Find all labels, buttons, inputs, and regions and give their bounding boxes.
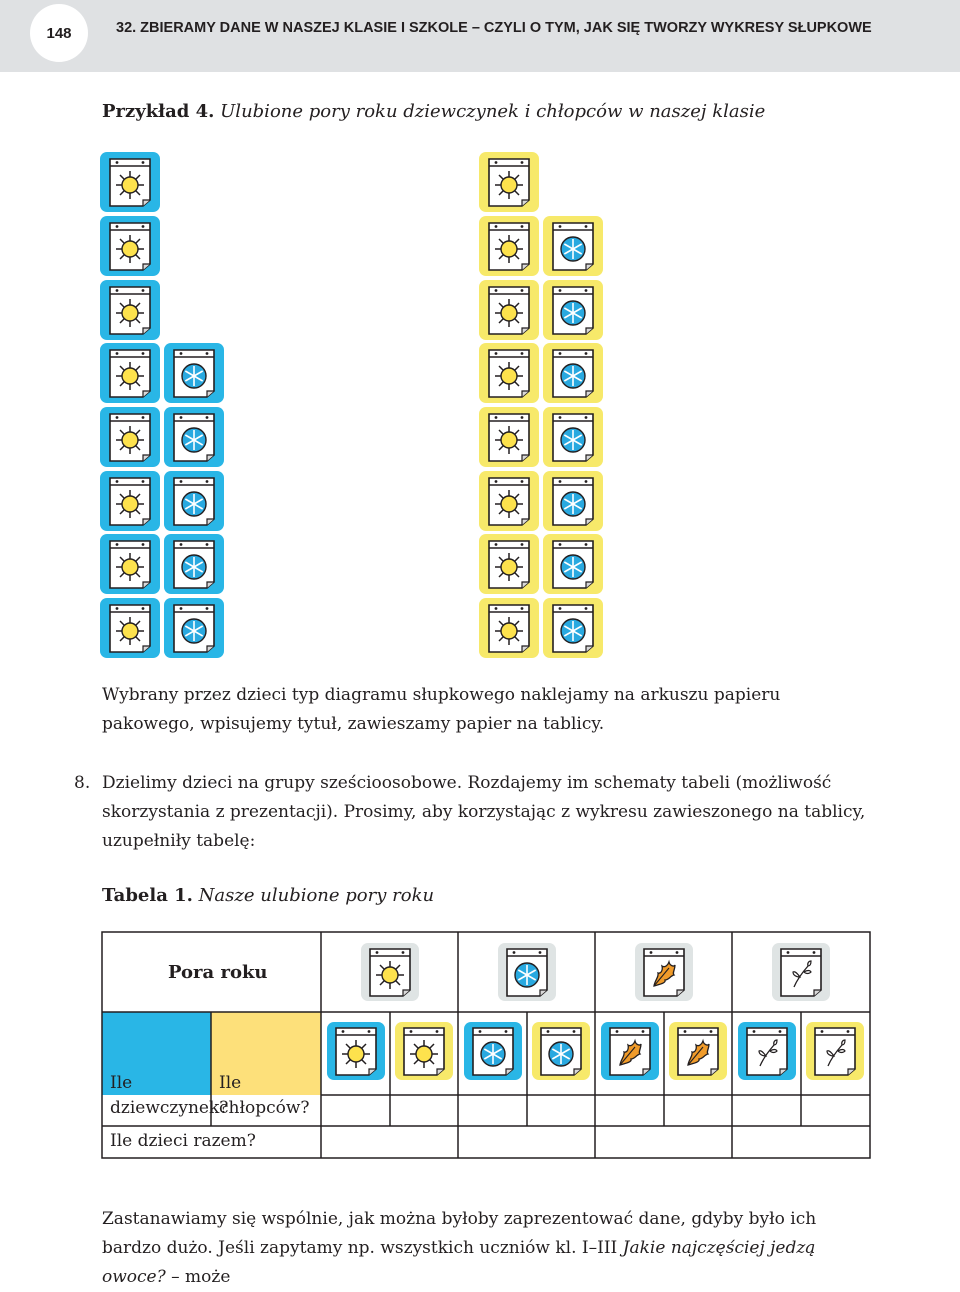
- summer-tile: [479, 534, 539, 594]
- item-number-8: 8.: [74, 773, 91, 793]
- snowflake-icon: [550, 538, 596, 590]
- snowflake-icon: [550, 284, 596, 336]
- winter-tile: [543, 407, 603, 467]
- winter-tile: [543, 280, 603, 340]
- summer-tile: [100, 280, 160, 340]
- snowflake-icon: [171, 347, 217, 399]
- winter-tile: [543, 216, 603, 276]
- closing-paragraph: [102, 1205, 872, 1292]
- winter-tile: [164, 343, 224, 403]
- summer-tile: [479, 343, 539, 403]
- table-header-season: Pora roku: [168, 962, 268, 983]
- table-heading: [102, 885, 434, 906]
- summer-tile: [479, 407, 539, 467]
- snowflake-icon: [550, 475, 596, 527]
- winter-tile: [543, 471, 603, 531]
- snowflake-icon: [550, 220, 596, 272]
- winter-tile: [543, 343, 603, 403]
- table-title: Nasze ulubione pory roku: [198, 885, 435, 906]
- boys-season-tile: [395, 1022, 453, 1080]
- sun-icon: [107, 538, 153, 590]
- summer-tile: [100, 471, 160, 531]
- boys-label: Ile chłopców?: [219, 1073, 310, 1118]
- summer-tile: [479, 471, 539, 531]
- closing-text-c: – może: [165, 1267, 231, 1287]
- sun-icon: [486, 347, 532, 399]
- sun-icon: [333, 1025, 379, 1077]
- page-number: 148: [30, 4, 88, 62]
- girls-season-tile: [327, 1022, 385, 1080]
- winter-tile: [543, 534, 603, 594]
- sun-icon: [486, 475, 532, 527]
- season-header-tile: [361, 943, 419, 1001]
- season-header-tile: [772, 943, 830, 1001]
- winter-tile: [164, 534, 224, 594]
- page-header: [0, 0, 960, 72]
- snowflake-icon: [550, 347, 596, 399]
- example-title: Ulubione pory roku dziewczynek i chłopców w naszej klasie: [220, 101, 766, 122]
- winter-tile: [164, 407, 224, 467]
- oak-leaf-icon: [675, 1025, 721, 1077]
- sun-icon: [107, 347, 153, 399]
- example-label: Przykład 4.: [102, 101, 215, 122]
- summer-tile: [100, 534, 160, 594]
- sun-icon: [486, 156, 532, 208]
- boys-season-tile: [532, 1022, 590, 1080]
- sprout-icon: [812, 1025, 858, 1077]
- girls-season-tile: [601, 1022, 659, 1080]
- item-8-text: Dzielimy dzieci na grupy sześcioosobowe. Rozdajemy im schematy tabeli (możliwość skorzystania z prezentacji). Prosimy, aby korzystając z wykresu zawieszonego na tablicy, uzupełniły tabelę:: [102, 773, 866, 851]
- summer-tile: [100, 343, 160, 403]
- snowflake-icon: [171, 475, 217, 527]
- sun-icon: [486, 284, 532, 336]
- summer-tile: [100, 598, 160, 658]
- sun-icon: [486, 220, 532, 272]
- sun-icon: [401, 1025, 447, 1077]
- sun-icon: [107, 475, 153, 527]
- sun-icon: [367, 946, 413, 998]
- sprout-icon: [744, 1025, 790, 1077]
- winter-tile: [164, 598, 224, 658]
- snowflake-icon: [550, 602, 596, 654]
- summer-tile: [100, 407, 160, 467]
- snowflake-icon: [550, 411, 596, 463]
- closing-text-a: Zastanawiamy się wspólnie, jak można byłoby zaprezentować dane, gdyby było ich bardzo dużo. Jeśli zapytamy np. wszystkich uczniów kl. I–III: [102, 1209, 817, 1258]
- snowflake-icon: [171, 602, 217, 654]
- season-header-tile: [498, 943, 556, 1001]
- snowflake-icon: [171, 538, 217, 590]
- season-header-tile: [635, 943, 693, 1001]
- summer-tile: [479, 280, 539, 340]
- summer-tile: [479, 152, 539, 212]
- paragraph-instructions: Wybrany przez dzieci typ diagramu słupkowego naklejamy na arkuszu papieru pakowego, wpisujemy tytuł, zawieszamy papier na tablicy.: [102, 685, 781, 734]
- snowflake-icon: [538, 1025, 584, 1077]
- table-label: Tabela 1.: [102, 885, 193, 906]
- summer-tile: [479, 598, 539, 658]
- snowflake-icon: [504, 946, 550, 998]
- oak-leaf-icon: [607, 1025, 653, 1077]
- sun-icon: [107, 411, 153, 463]
- sun-icon: [486, 602, 532, 654]
- boys-season-tile: [806, 1022, 864, 1080]
- boys-season-tile: [669, 1022, 727, 1080]
- snowflake-icon: [171, 411, 217, 463]
- example-heading: [102, 101, 765, 122]
- summer-tile: [479, 216, 539, 276]
- summer-tile: [100, 152, 160, 212]
- girls-season-tile: [464, 1022, 522, 1080]
- winter-tile: [164, 471, 224, 531]
- sprout-icon: [778, 946, 824, 998]
- sun-icon: [107, 156, 153, 208]
- closing-question: Jakie najczęściej jedzą owoce?: [102, 1238, 816, 1287]
- sun-icon: [107, 602, 153, 654]
- girls-season-tile: [738, 1022, 796, 1080]
- sun-icon: [107, 284, 153, 336]
- oak-leaf-icon: [641, 946, 687, 998]
- chapter-title: 32. ZBIERAMY DANE W NASZEJ KLASIE I SZKOLE – CZYLI O TYM, JAK SIĘ TWORZY WYKRESY SŁUPKOWE: [116, 20, 872, 36]
- snowflake-icon: [470, 1025, 516, 1077]
- sun-icon: [107, 220, 153, 272]
- girls-label: Ile dziewczynek?: [110, 1073, 229, 1118]
- sun-icon: [486, 411, 532, 463]
- sun-icon: [486, 538, 532, 590]
- total-label: Ile dzieci razem?: [110, 1131, 256, 1151]
- summer-tile: [100, 216, 160, 276]
- winter-tile: [543, 598, 603, 658]
